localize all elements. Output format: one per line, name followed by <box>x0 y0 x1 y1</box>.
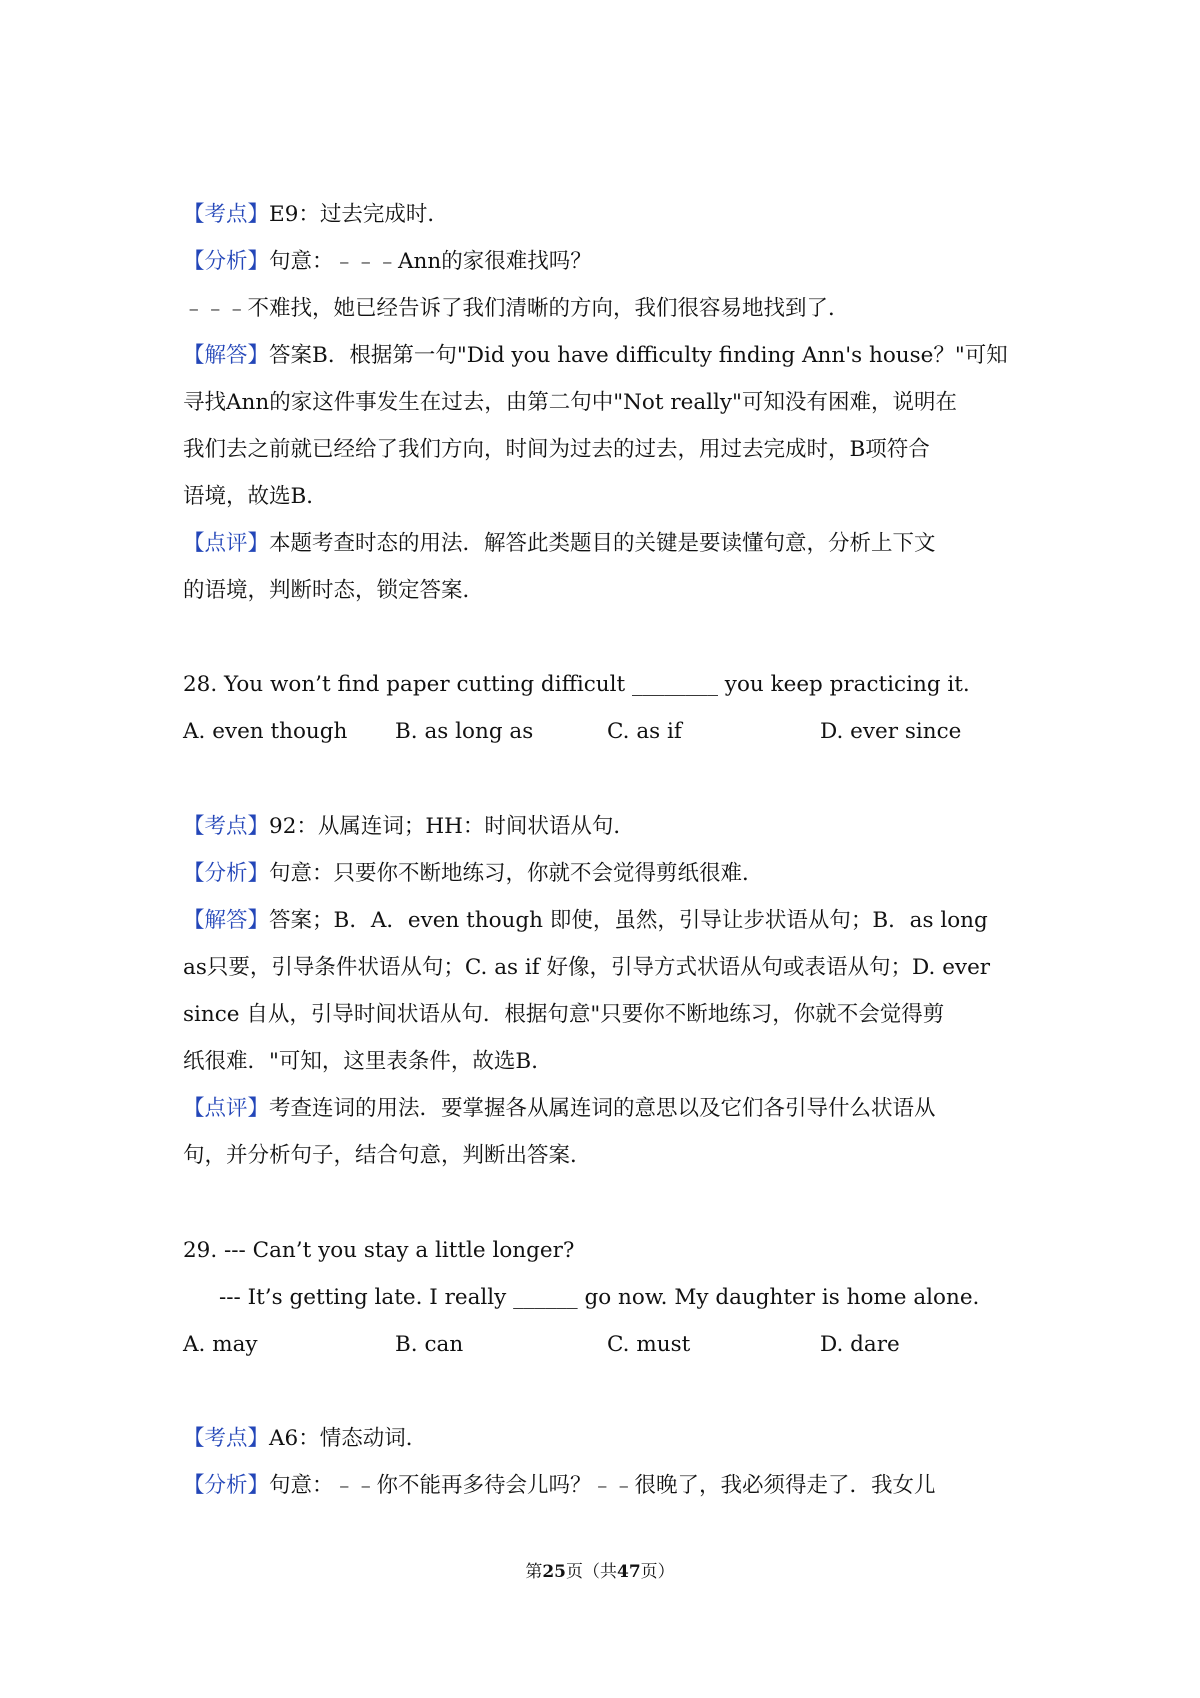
kaodian-tag: 【考点】 <box>183 1426 270 1451</box>
q29-fenxi <box>183 1471 1033 1501</box>
q28-fenxi <box>183 859 1033 889</box>
footer-mid: 页（共 <box>566 1562 617 1582</box>
kaodian-text: 92：从属连词；HH：时间状语从句． <box>269 814 635 839</box>
q28-option-d: D. ever since <box>820 719 962 744</box>
q28-kaodian <box>183 812 1033 842</box>
q28-jieda-line4: 纸很难．"可知，这里表条件，故选B． <box>183 1049 553 1074</box>
q28-option-c: C. as if <box>607 719 682 744</box>
q29-stem: 29. --- Can’t you stay a little longer? <box>183 1238 575 1263</box>
footer-page-number: 25 <box>542 1562 566 1582</box>
q27-jieda-line2: 寻找Ann的家这件事发生在过去，由第二句中"Not really"可知没有困难，说明在 <box>183 390 957 415</box>
fenxi-text: 句意：﹣﹣你不能再多待会儿吗？﹣﹣很晚了，我必须得走了．我女儿 <box>269 1473 936 1498</box>
q29-stem-line2: --- It’s getting late. I really ______ go now. My daughter is home alone. <box>219 1285 980 1310</box>
q28-stem: 28. You won’t find paper cutting difficult ________ you keep practicing it. <box>183 672 970 697</box>
jieda-tag: 【解答】 <box>183 908 270 933</box>
footer-total-pages: 47 <box>617 1562 641 1582</box>
q27-jieda-line3: 我们去之前就已经给了我们方向，时间为过去的过去，用过去完成时，B项符合 <box>183 437 930 462</box>
q29-option-b: B. can <box>395 1332 464 1357</box>
q28-jieda <box>183 906 1033 936</box>
fenxi-text: 句意：﹣﹣﹣Ann的家很难找吗？ <box>269 249 592 274</box>
page-footer <box>0 1560 1200 1584</box>
fenxi-text: 句意：只要你不断地练习，你就不会觉得剪纸很难． <box>269 861 764 886</box>
q28-dianping <box>183 1094 1033 1124</box>
jieda-tag: 【解答】 <box>183 343 270 368</box>
fenxi-tag: 【分析】 <box>183 1473 270 1498</box>
q27-jieda <box>183 341 1033 371</box>
q29-kaodian <box>183 1424 1033 1454</box>
dianping-tag: 【点评】 <box>183 531 270 556</box>
q27-fenxi-line2: ﹣﹣﹣不难找，她已经告诉了我们清晰的方向，我们很容易地找到了． <box>183 296 850 321</box>
q29-option-a: A. may <box>183 1332 258 1357</box>
kaodian-text: E9：过去完成时． <box>269 202 449 227</box>
q29-option-d: D. dare <box>820 1332 900 1357</box>
q28-jieda-line2: as只要，引导条件状语从句；C. as if 好像，引导方式状语从句或表语从句；D. ever <box>183 955 991 980</box>
q27-dianping-line2: 的语境，判断时态，锁定答案． <box>183 578 485 603</box>
footer-prefix: 第 <box>525 1562 543 1582</box>
q28-dianping-line2: 句，并分析句子，结合句意，判断出答案． <box>183 1143 592 1168</box>
dianping-text: 本题考查时态的用法．解答此类题目的关键是要读懂句意，分析上下文 <box>269 531 936 556</box>
kaodian-text: A6：情态动词． <box>269 1426 428 1451</box>
fenxi-tag: 【分析】 <box>183 249 270 274</box>
dianping-text: 考查连词的用法．要掌握各从属连词的意思以及它们各引导什么状语从 <box>269 1096 936 1121</box>
q29-option-c: C. must <box>607 1332 691 1357</box>
q28-option-a: A. even though <box>183 719 348 744</box>
q27-jieda-line4: 语境，故选B． <box>183 484 328 509</box>
q27-fenxi <box>183 247 1033 277</box>
dianping-tag: 【点评】 <box>183 1096 270 1121</box>
q27-dianping <box>183 529 1033 559</box>
kaodian-tag: 【考点】 <box>183 814 270 839</box>
fenxi-tag: 【分析】 <box>183 861 270 886</box>
jieda-text: 答案B．根据第一句"Did you have difficulty finding Ann's house？"可知 <box>269 343 1008 368</box>
jieda-text: 答案；B．A．even though 即使，虽然，引导让步状语从句；B．as long <box>269 908 988 933</box>
kaodian-tag: 【考点】 <box>183 202 270 227</box>
q27-kaodian <box>183 200 1033 230</box>
q28-jieda-line3: since 自从，引导时间状语从句．根据句意"只要你不断地练习，你就不会觉得剪 <box>183 1002 945 1027</box>
q28-option-b: B. as long as <box>395 719 534 744</box>
footer-suffix: 页） <box>640 1562 675 1582</box>
